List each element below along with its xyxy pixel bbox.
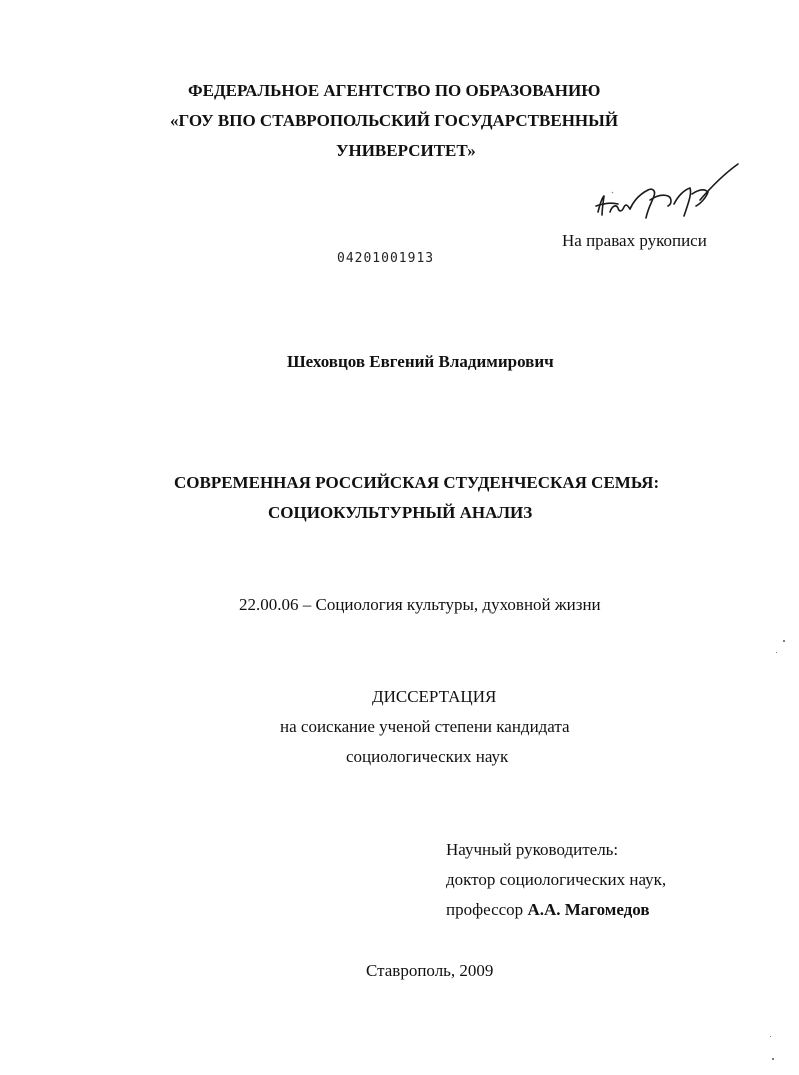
work-type-label: ДИССЕРТАЦИЯ [372,687,497,706]
specialty-code: 22.00.06 – Социология культуры, духовной жизни [239,595,601,614]
handwritten-signature [588,160,748,230]
dissertation-title-line-2: СОЦИОКУЛЬТУРНЫЙ АНАЛИЗ [268,503,533,522]
supervisor-title [446,901,650,918]
scan-speck [772,1058,774,1060]
author-name: Шеховцов Евгений Владимирович [287,352,554,371]
scan-speck [776,652,777,653]
supervisor-title-prefix: профессор [446,900,524,919]
institution-line-2: УНИВЕРСИТЕТ» [336,141,476,160]
supervisor-degree: доктор социологических наук, [446,870,667,889]
supervisor-heading: Научный руководитель: [446,840,619,859]
place-and-year: Ставрополь, 2009 [366,961,494,980]
scan-speck [770,1036,771,1037]
agency-heading: ФЕДЕРАЛЬНОЕ АГЕНТСТВО ПО ОБРАЗОВАНИЮ [188,81,601,100]
scan-speck [783,640,785,642]
catalog-number: 04201001913 [337,251,435,266]
degree-line-1: на соискание ученой степени кандидата [280,717,570,736]
supervisor-name: А.А. Магомедов [527,900,650,919]
degree-line-2: социологических наук [346,747,509,766]
institution-line-1: «ГОУ ВПО СТАВРОПОЛЬСКИЙ ГОСУДАРСТВЕННЫЙ [170,111,619,130]
dissertation-title-line-1: СОВРЕМЕННАЯ РОССИЙСКАЯ СТУДЕНЧЕСКАЯ СЕМЬЯ: [174,473,660,492]
manuscript-note: На правах рукописи [562,231,707,250]
